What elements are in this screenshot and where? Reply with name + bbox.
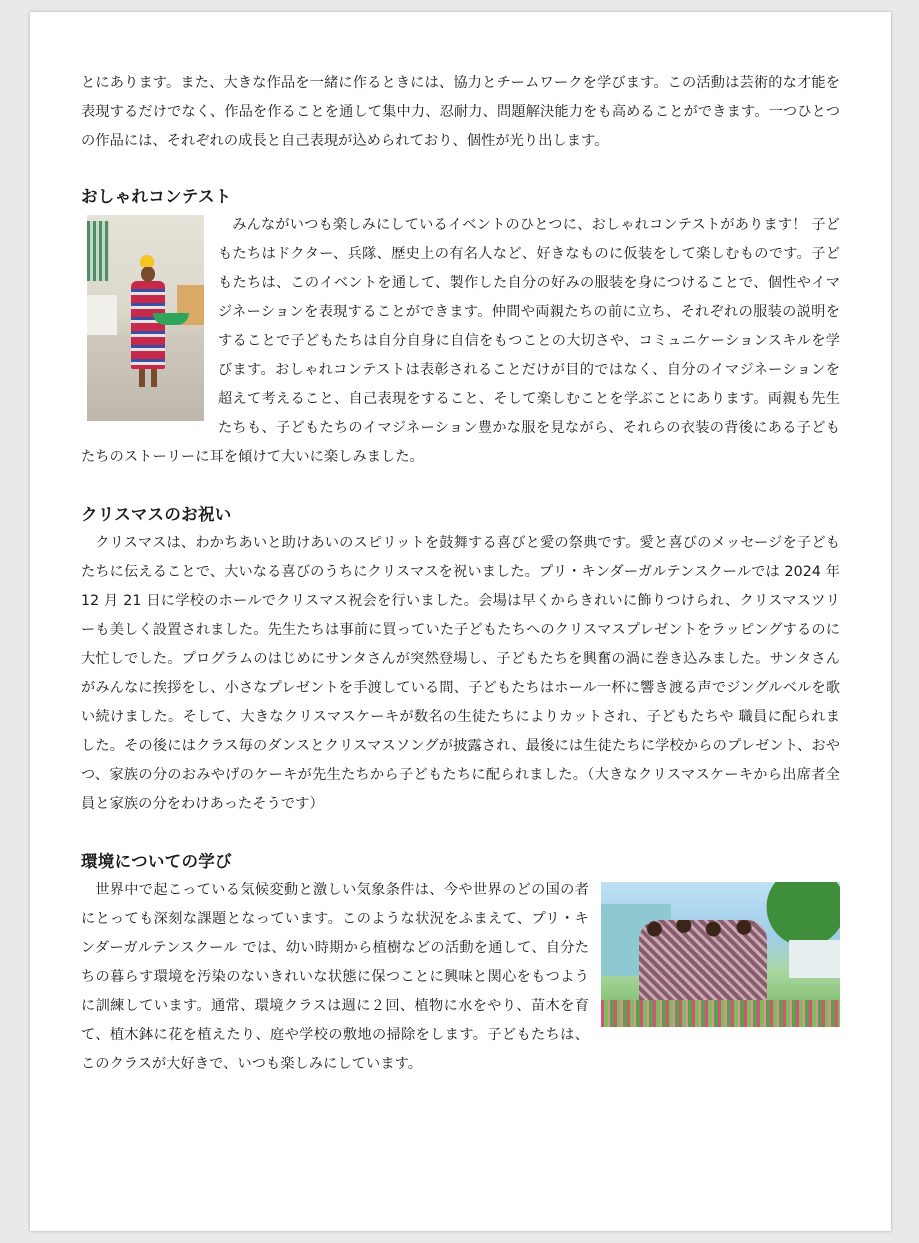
section-heading-christmas: クリスマスのお祝い [81,505,232,524]
spacer [81,819,840,847]
document-page [30,12,891,1231]
spacer [81,156,840,182]
christmas-paragraph: クリスマスは、わかちあいと助けあいのスピリットを鼓舞する喜びと愛の祭典です。愛と喜びのメッセージを子どもたちに伝えることで、大いなる喜びのうちにクリスマスを祝いました。プリ・キンダーガルテンスクールでは 2024 年 12 月 21 日に学校のホールでクリスマス祝会を行いました。会場は早くからきれいに飾りつけられ、クリスマスツリーも美しく設置されました。先生たちは事前に買っていた子どもたちへのクリスマスプレゼントをラッピングするのに大忙しでした。プログラムのはじめにサンタさんが突然登場し、子どもたちを興奮の渦に巻き込みました。サンタさんがみんなに挨拶をし、小さなプレゼントを手渡している間、子どもたちはホール一杯に響き渡る声でジングルベルを歌い続けました。そして、大きなクリスマスケーキが数名の生徒たちによりカットされ、子どもたちや 職員に配られました。その後にはクラス毎のダンスとクリスマスソングが披露され、最後には生徒たちに学校からのプレゼント、おやつ、家族の分のおみやげのケーキが先生たちから子どもたちに配られました。（大きなクリスマスケーキから出席者全員と家族の分をわけあったそうです） [81,535,840,812]
section-environment [81,876,840,1079]
photo-costume-girl [87,215,204,421]
document-content [81,69,840,1079]
fashion-contest-paragraph: みんながいつも楽しみにしているイベントのひとつに、おしゃれコンテストがあります！ 子どもたちはドクター、兵隊、歴史上の有名人など、好きなものに仮装をして楽しむものです。子どもたちは、このイベントを通して、製作した自分の好みの服装を身につけることで、個性やイマジネーションを表現することができます。仲間や両親たちの前に立ち、それぞれの服装の説明をすることで子どもたちは自分自身に自信をもつことの大切さや、コミュニケーションスキルを学びます。おしゃれコンテストは表彰されることだけが目的ではなく、自分のイマジネーションを超えて考えること、自己表現をすること、そして楽しむことを学ぶことにあります。両親も先生たちも、子どもたちのイマジネーション豊かな服を見ながら、それらの衣装の背後にある子どもたちのストーリーに耳を傾けて大いに楽しみました。 [81,217,840,465]
section-heading-fashion-contest: おしゃれコンテスト [81,187,232,206]
intro-paragraph: とにあります。また、大きな作品を一緒に作るときには、協力とチームワークを学びます。この活動は芸術的な才能を表現するだけでなく、作品を作ることを通して集中力、忍耐力、問題解決能力をも高めることができます。一つひとつの作品には、それぞれの成長と自己表現が込められており、個性が光り出します。 [81,75,840,149]
spacer [81,472,840,500]
section-heading-environment: 環境についての学び [81,852,232,871]
section-fashion-contest [81,211,840,472]
photo-children-planting [601,882,840,1027]
environment-paragraph: 世界中で起こっている気候変動と激しい気象条件は、今や世界のどの国の者にとっても深刻な課題となっています。このような状況をふまえて、プリ・キンダーガルテンスクール では、幼い時期から植樹などの活動を通して、自分たちの暮らす環境を汚染のないきれいな状態に保つことに興味と関心をもつように訓練しています。通常、環境クラスは週に２回、植物に水をやり、苗木を育て、植木鉢に花を植えたり、庭や学校の敷地の掃除をします。子どもたちは、このクラスが大好きで、いつも楽しみにしています。 [81,882,589,1072]
